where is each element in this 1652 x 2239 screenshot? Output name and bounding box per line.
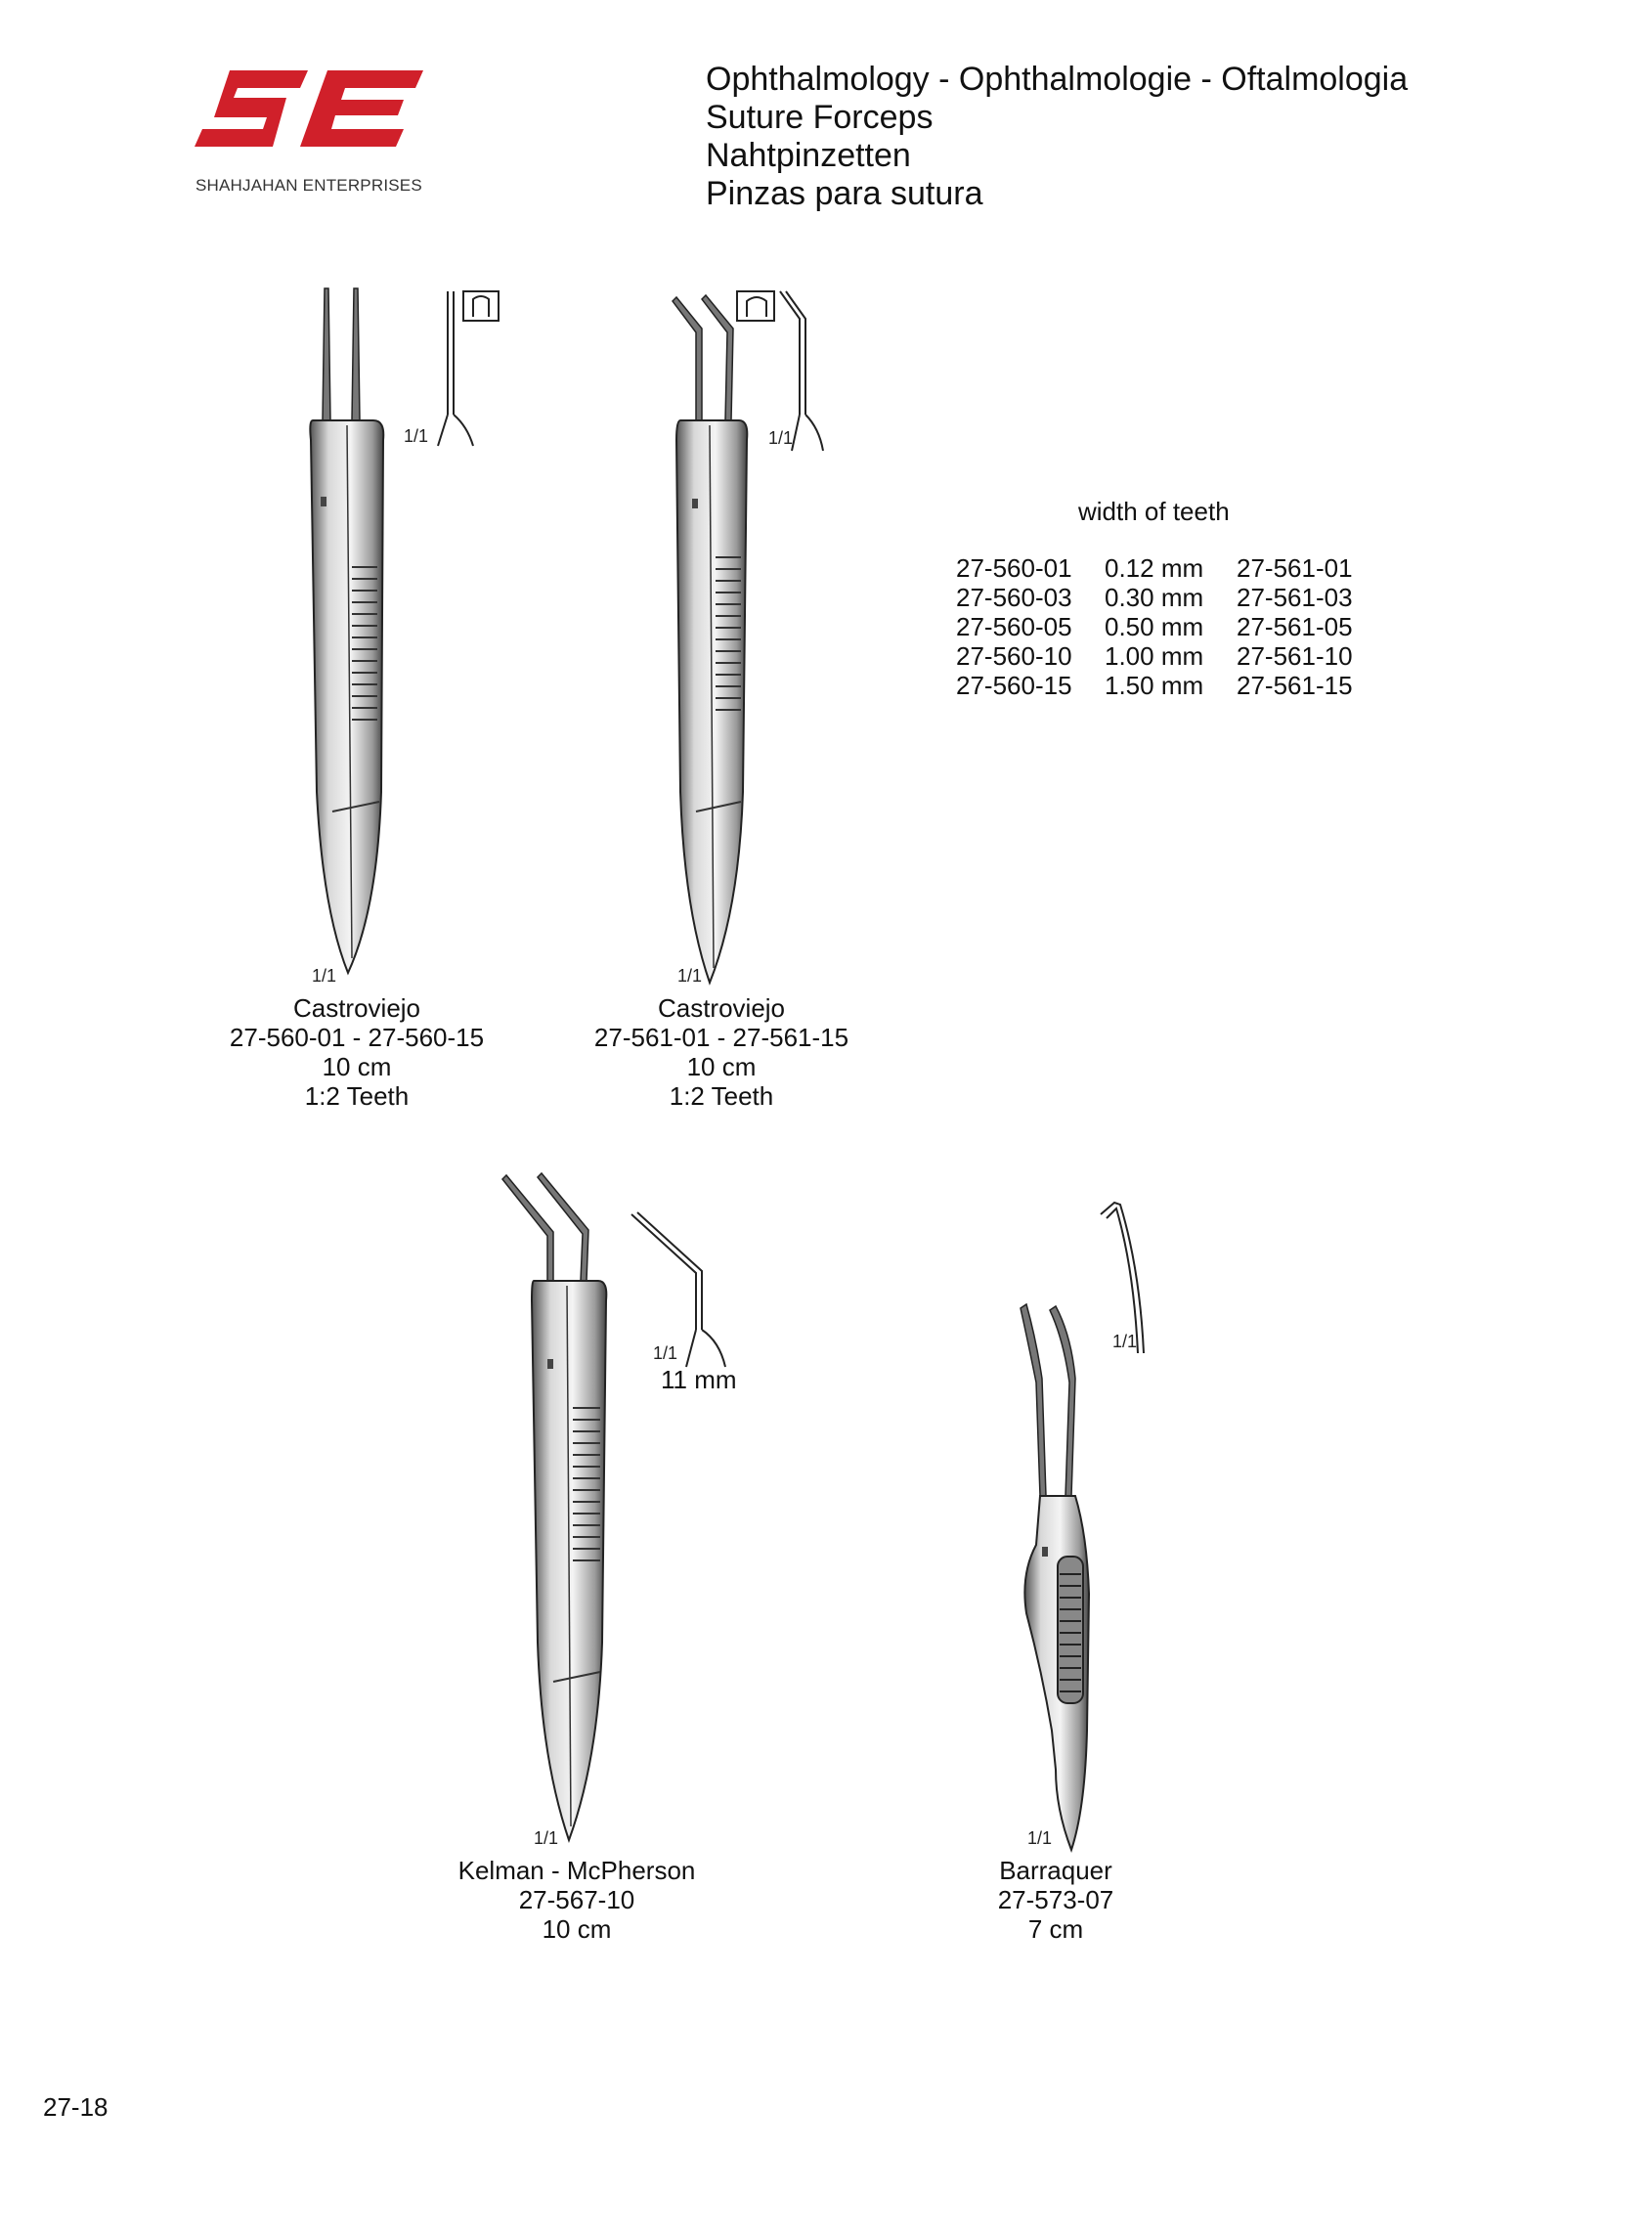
table-cell: 27-560-05	[956, 612, 1072, 641]
page-header	[706, 61, 1408, 213]
tip-detail-icon	[438, 289, 506, 446]
table-cell: 27-560-10	[956, 641, 1072, 671]
straight-forceps-icon	[293, 284, 411, 988]
teeth-table	[956, 553, 1353, 700]
table-row	[956, 612, 1353, 641]
table-cell: 27-560-03	[956, 583, 1072, 612]
table-cell: 27-561-05	[1237, 612, 1353, 641]
detail-length-label: 11 mm	[661, 1365, 737, 1394]
brand-name: SHAHJAHAN ENTERPRISES	[196, 176, 422, 195]
product-code: 27-560-01 - 27-560-15	[229, 1023, 485, 1052]
table-row	[956, 553, 1353, 583]
table-row	[956, 583, 1353, 612]
product-caption	[580, 993, 863, 1111]
main-scale-label: 1/1	[677, 966, 703, 986]
product-length: 7 cm	[1027, 1914, 1084, 1944]
page-number: 27-18	[43, 2092, 109, 2122]
product-code: 27-573-07	[997, 1885, 1114, 1914]
table-cell: 0.50 mm	[1105, 612, 1204, 641]
detail-scale-label: 1/1	[1112, 1332, 1138, 1351]
product-name: Barraquer	[999, 1856, 1112, 1885]
table-row	[956, 671, 1353, 700]
main-scale-label: 1/1	[534, 1828, 559, 1848]
product-code: 27-567-10	[518, 1885, 635, 1914]
product-length: 10 cm	[322, 1052, 392, 1081]
teeth-table-title: width of teeth	[1078, 497, 1230, 526]
table-cell: 27-561-01	[1237, 553, 1353, 583]
header-line-3: Nahtpinzetten	[706, 137, 911, 174]
product-length: 10 cm	[686, 1052, 757, 1081]
main-scale-label: 1/1	[312, 966, 337, 986]
product-caption	[958, 1856, 1153, 1944]
tip-detail-icon	[729, 289, 837, 451]
detail-scale-label: 1/1	[404, 426, 429, 446]
table-cell: 1.00 mm	[1105, 641, 1204, 671]
product-length: 10 cm	[542, 1914, 612, 1944]
table-cell: 0.12 mm	[1105, 553, 1204, 583]
tip-detail-icon	[630, 1212, 737, 1369]
table-cell: 0.30 mm	[1105, 583, 1204, 612]
table-cell: 27-561-10	[1237, 641, 1353, 671]
product-name: Castroviejo	[657, 993, 786, 1023]
table-row	[956, 641, 1353, 671]
detail-scale-label: 1/1	[653, 1343, 678, 1363]
product-teeth: 1:2 Teeth	[304, 1081, 410, 1111]
header-line-1: Ophthalmology - Ophthalmologie - Oftalmologia	[706, 61, 1409, 98]
main-scale-label: 1/1	[1027, 1828, 1053, 1848]
table-cell: 27-560-01	[956, 553, 1072, 583]
product-code: 27-561-01 - 27-561-15	[593, 1023, 849, 1052]
header-line-2: Suture Forceps	[706, 99, 934, 136]
table-cell: 27-561-03	[1237, 583, 1353, 612]
kelman-forceps-icon	[499, 1173, 626, 1848]
table-cell: 27-561-15	[1237, 671, 1353, 700]
product-name: Castroviejo	[292, 993, 421, 1023]
table-cell: 27-560-15	[956, 671, 1072, 700]
detail-scale-label: 1/1	[768, 428, 794, 448]
se-logo-icon	[191, 70, 435, 178]
product-name: Kelman - McPherson	[457, 1856, 696, 1885]
header-line-4: Pinzas para sutura	[706, 175, 983, 212]
product-caption	[430, 1856, 723, 1944]
barraquer-forceps-icon	[1007, 1300, 1144, 1858]
table-cell: 1.50 mm	[1105, 671, 1204, 700]
product-caption	[215, 993, 499, 1111]
product-teeth: 1:2 Teeth	[669, 1081, 774, 1111]
